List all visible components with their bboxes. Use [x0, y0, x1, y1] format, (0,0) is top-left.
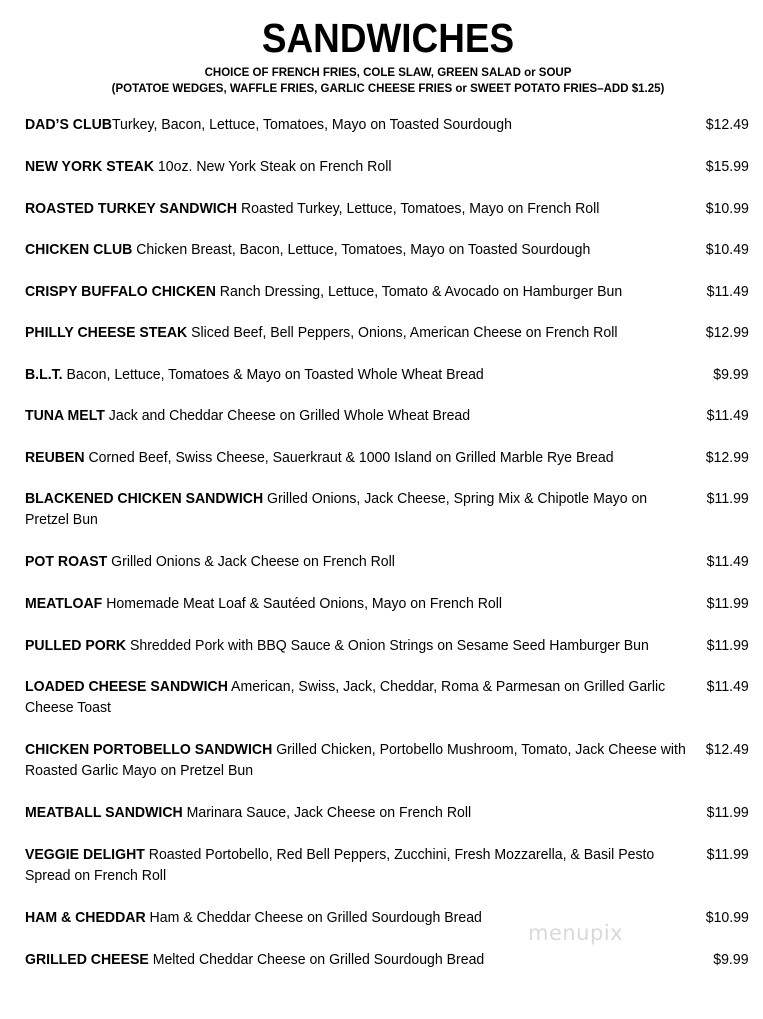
- sides-note: CHOICE OF FRENCH FRIES, COLE SLAW, GREEN SALAD or SOUP: [204, 67, 572, 79]
- item-price: $12.49: [705, 741, 749, 758]
- item-price: $11.49: [706, 553, 749, 570]
- item-price: $12.99: [705, 324, 749, 341]
- menu-item: [25, 405, 749, 426]
- item-description: Homemade Meat Loaf & Sautéed Onions, Mayo on French Roll: [102, 595, 503, 612]
- page-title: SANDWICHES: [261, 15, 515, 61]
- item-name: BLACKENED CHICKEN SANDWICH: [25, 490, 264, 507]
- item-description: American, Swiss, Jack, Cheddar, Roma & Parmesan on Grilled Garlic Cheese Toast: [25, 678, 666, 716]
- item-description: Chicken Breast, Bacon, Lettuce, Tomatoes, Mayo on Toasted Sourdough: [132, 241, 591, 258]
- item-price: $11.49: [706, 407, 749, 424]
- item-name: PHILLY CHEESE STEAK: [25, 324, 188, 341]
- item-description: Melted Cheddar Cheese on Grilled Sourdough Bread: [148, 951, 485, 968]
- item-price: $11.49: [706, 678, 749, 695]
- menu-item: [25, 593, 749, 614]
- menu-item: [25, 281, 749, 302]
- menu-item: [25, 198, 749, 219]
- item-name: HAM & CHEDDAR: [25, 909, 146, 926]
- item-name: REUBEN: [25, 449, 85, 466]
- item-price: $9.99: [713, 366, 749, 383]
- item-description: Roasted Portobello, Red Bell Peppers, Zucchini, Fresh Mozzarella, & Basil Pesto Spread on French Roll: [25, 846, 655, 884]
- menu-item: [25, 949, 749, 970]
- item-name: VEGGIE DELIGHT: [25, 846, 145, 863]
- item-price: $9.99: [713, 951, 749, 968]
- menu-item: [25, 907, 749, 928]
- item-description: Sliced Beef, Bell Peppers, Onions, American Cheese on French Roll: [187, 324, 618, 341]
- item-name: TUNA MELT: [25, 407, 105, 424]
- item-name: NEW YORK STEAK: [25, 158, 155, 175]
- menu-item: [25, 802, 749, 823]
- menu-item: [25, 114, 749, 135]
- menu-item: [25, 156, 749, 177]
- menu-item: [25, 844, 749, 886]
- menu-item: [25, 447, 749, 468]
- item-price: $11.99: [706, 490, 749, 507]
- item-price: $10.99: [705, 200, 749, 217]
- item-price: $15.99: [705, 158, 749, 175]
- item-price: $11.99: [706, 846, 749, 863]
- item-name: MEATLOAF: [25, 595, 103, 612]
- item-price: $12.99: [705, 449, 749, 466]
- menu-item: [25, 676, 749, 718]
- item-description: Grilled Onions, Jack Cheese, Spring Mix & Chipotle Mayo on Pretzel Bun: [25, 490, 648, 528]
- item-name: POT ROAST: [25, 553, 108, 570]
- menu-item: [25, 364, 749, 385]
- item-name: MEATBALL SANDWICH: [25, 804, 183, 821]
- menu-item: [25, 739, 749, 781]
- item-description: Grilled Chicken, Portobello Mushroom, Tomato, Jack Cheese with Roasted Garlic Mayo on Pretzel Bun: [25, 741, 686, 779]
- menu-item: [25, 239, 749, 260]
- item-description: Corned Beef, Swiss Cheese, Sauerkraut & 1000 Island on Grilled Marble Rye Bread: [84, 449, 614, 466]
- item-price: $11.99: [706, 595, 749, 612]
- item-description: Jack and Cheddar Cheese on Grilled Whole Wheat Bread: [104, 407, 471, 424]
- item-name: DAD’S CLUB: [25, 116, 112, 133]
- item-description: 10oz. New York Steak on French Roll: [154, 158, 392, 175]
- item-price: $10.49: [705, 241, 749, 258]
- item-description: Turkey, Bacon, Lettuce, Tomatoes, Mayo on Toasted Sourdough: [111, 116, 512, 133]
- menupix-watermark: menupix: [528, 921, 624, 945]
- menu-item: [25, 551, 749, 572]
- item-price: $11.99: [706, 637, 749, 654]
- item-name: CHICKEN CLUB: [25, 241, 133, 258]
- item-description: Shredded Pork with BBQ Sauce & Onion Strings on Sesame Seed Hamburger Bun: [126, 637, 649, 654]
- item-name: LOADED CHEESE SANDWICH: [25, 678, 228, 695]
- menu-item: [25, 488, 749, 530]
- item-name: GRILLED CHEESE: [25, 951, 149, 968]
- item-description: Ham & Cheddar Cheese on Grilled Sourdough Bread: [145, 909, 482, 926]
- item-price: $12.49: [705, 116, 749, 133]
- menu-item: [25, 635, 749, 656]
- item-name: PULLED PORK: [25, 637, 127, 654]
- item-price: $11.49: [706, 283, 749, 300]
- upgrade-note: (POTATOE WEDGES, WAFFLE FRIES, GARLIC CHEESE FRIES or SWEET POTATO FRIES–ADD $1.25): [111, 83, 665, 95]
- item-description: Marinara Sauce, Jack Cheese on French Roll: [182, 804, 472, 821]
- item-name: CRISPY BUFFALO CHICKEN: [25, 283, 216, 300]
- menu-item: [25, 322, 749, 343]
- item-name: B.L.T.: [25, 366, 63, 383]
- item-description: Grilled Onions & Jack Cheese on French Roll: [107, 553, 395, 570]
- item-description: Roasted Turkey, Lettuce, Tomatoes, Mayo on French Roll: [237, 200, 600, 217]
- item-price: $11.99: [706, 804, 749, 821]
- item-description: Bacon, Lettuce, Tomatoes & Mayo on Toasted Whole Wheat Bread: [62, 366, 484, 383]
- item-name: ROASTED TURKEY SANDWICH: [25, 200, 238, 217]
- item-description: Ranch Dressing, Lettuce, Tomato & Avocado on Hamburger Bun: [215, 283, 623, 300]
- item-name: CHICKEN PORTOBELLO SANDWICH: [25, 741, 273, 758]
- item-price: $10.99: [705, 909, 749, 926]
